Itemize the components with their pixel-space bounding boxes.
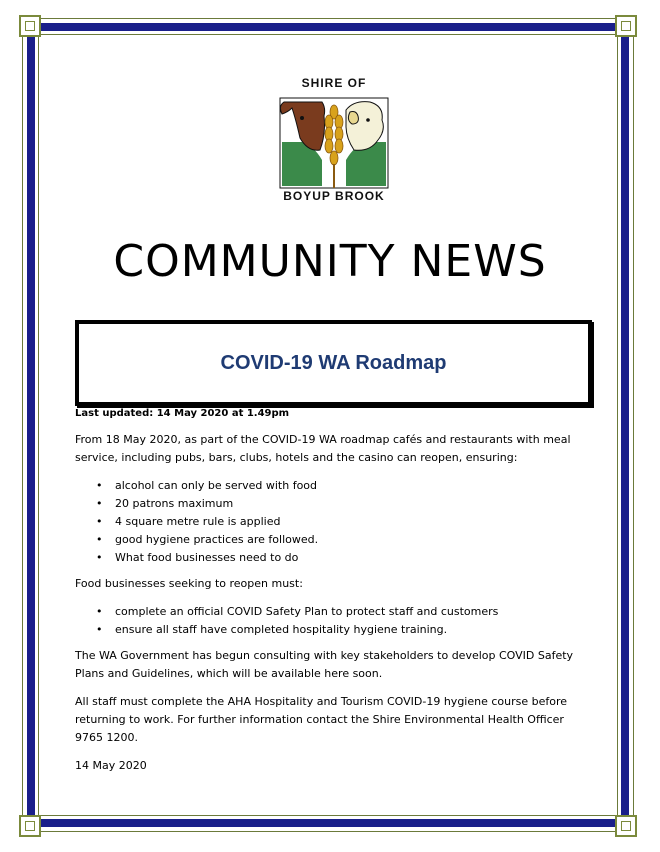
page-title: COVID-19 WA Roadmap <box>220 351 447 374</box>
article-body <box>75 407 595 785</box>
corner-ornament-icon <box>615 815 637 837</box>
list-item: • complete an official COVID Safety Plan to protect staff and customers <box>115 603 595 621</box>
staff-paragraph: All staff must complete the AHA Hospitality and Tourism COVID-19 hygiene course before returning to work. For further information contact the Shire Environmental Health Officer 9765 1200. <box>75 695 568 744</box>
corner-ornament-icon <box>615 15 637 37</box>
corner-ornament-icon <box>19 815 41 837</box>
shire-crest-icon <box>274 90 394 190</box>
publish-date: 14 May 2020 <box>75 759 147 772</box>
intro-paragraph: From 18 May 2020, as part of the COVID-19 WA roadmap cafés and restaurants with meal service, including pubs, bars, clubs, hotels and the casino can reopen, ensuring: <box>75 433 571 464</box>
list-item: • 20 patrons maximum <box>115 495 595 513</box>
list-item: • good hygiene practices are followed. <box>115 531 595 549</box>
corner-ornament-icon <box>19 15 41 37</box>
food-requirements-list <box>75 603 595 639</box>
title-box <box>75 320 592 406</box>
page-headline: COMMUNITY NEWS <box>113 236 547 287</box>
list-item: • What food businesses need to do <box>115 549 595 567</box>
food-intro-paragraph: Food businesses seeking to reopen must: <box>75 577 303 590</box>
shire-logo <box>274 74 394 208</box>
logo-top-text: SHIRE OF <box>301 76 367 90</box>
list-item: • ensure all staff have completed hospitality hygiene training. <box>115 621 595 639</box>
list-item: • 4 square metre rule is applied <box>115 513 595 531</box>
government-paragraph: The WA Government has begun consulting with key stakeholders to develop COVID Safety Plans and Guidelines, which will be available here soon. <box>75 649 574 680</box>
conditions-list <box>75 477 595 567</box>
last-updated: Last updated: 14 May 2020 at 1.49pm <box>75 408 290 419</box>
logo-bottom-text: BOYUP BROOK <box>283 189 385 203</box>
list-item: • alcohol can only be served with food <box>115 477 595 495</box>
